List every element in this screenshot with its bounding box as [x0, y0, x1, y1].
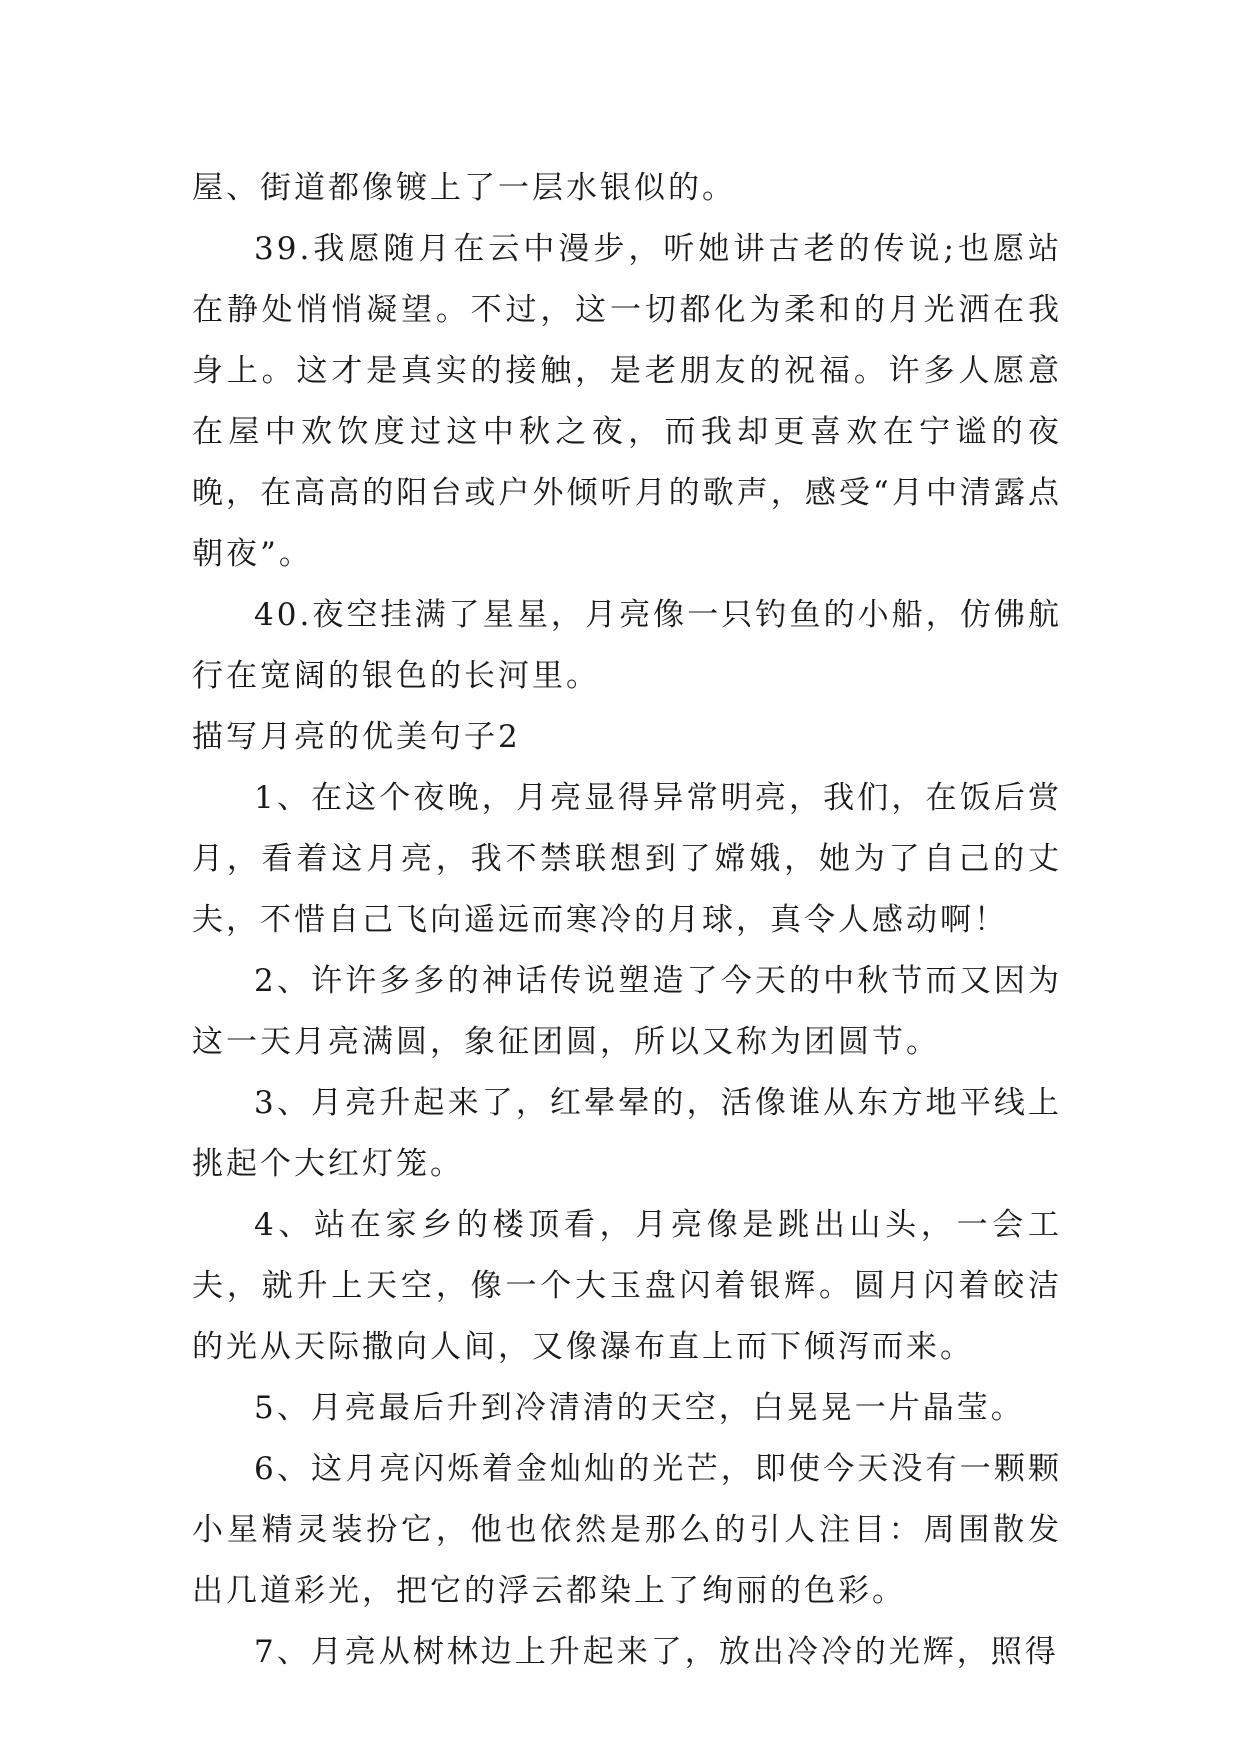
paragraph-5: 5、月亮最后升到冷清清的天空，白晃晃一片晶莹。 [254, 1390, 1025, 1426]
paragraph-39: 39.我愿随月在云中漫步，听她讲古老的传说;也愿站在静处悄悄凝望。不过，这一切都化为柔和的月光洒在我身上。这才是真实的接触，是老朋友的祝福。许多人愿意在屋中欢饮度过这中秋之夜，而我却更喜欢在宁谧的夜晚，在高高的阳台或户外倾听月的歌声，感受“月中清露点朝夜”。 [192, 231, 1062, 572]
paragraph-continuation: 屋、街道都像镀上了一层水银似的。 [192, 170, 736, 206]
paragraph-2: 2、许许多多的神话传说塑造了今天的中秋节而又因为这一天月亮满圆，象征团圆，所以又称为团圆节。 [192, 963, 1062, 1060]
paragraph-40: 40.夜空挂满了星星，月亮像一只钓鱼的小船，仿佛航行在宽阔的银色的长河里。 [192, 597, 1062, 694]
paragraph-3: 3、月亮升起来了，红晕晕的，活像谁从东方地平线上挑起个大红灯笼。 [192, 1085, 1062, 1182]
paragraph-6: 6、这月亮闪烁着金灿灿的光芒，即使今天没有一颗颗小星精灵装扮它，他也依然是那么的引人注目：周围散发出几道彩光，把它的浮云都染上了绚丽的色彩。 [192, 1451, 1062, 1609]
body-text [192, 158, 1062, 1683]
paragraph-7: 7、月亮从树林边上升起来了，放出冷冷的光辉，照得 [254, 1634, 1059, 1670]
paragraph-4: 4、站在家乡的楼顶看，月亮像是跳出山头，一会工夫，就升上天空，像一个大玉盘闪着银辉。圆月闪着皎洁的光从天际撒向人间，又像瀑布直上而下倾泻而来。 [192, 1207, 1062, 1365]
paragraph-1: 1、在这个夜晚，月亮显得异常明亮，我们，在饭后赏月，看着这月亮，我不禁联想到了嫦娥，她为了自己的丈夫，不惜自己飞向遥远而寒冷的月球，真令人感动啊！ [192, 780, 1062, 938]
section-heading: 描写月亮的优美句子2 [192, 719, 521, 755]
